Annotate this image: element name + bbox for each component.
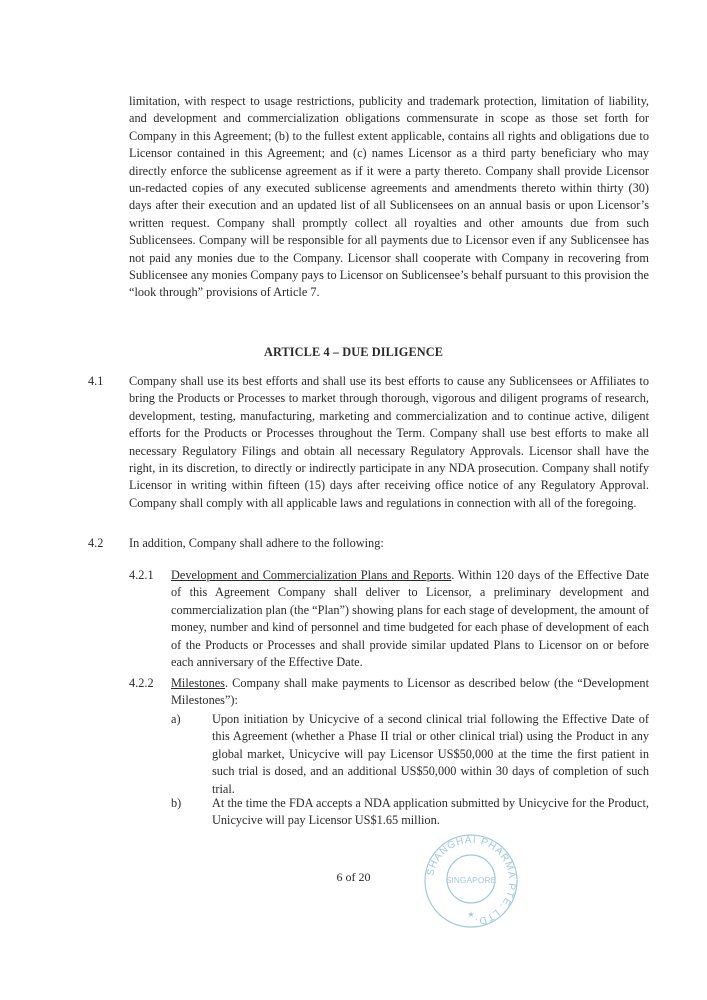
- section-4-1-text: Company shall use its best efforts and shall use its best efforts to cause any Sublicensees or Affiliates to bring the Products or Processes to market through thorough, vigorous and diligent programs of research, development, testing, manufacturing, marketing and commercialization and to continue active, diligent efforts for the Products or Processes throughout the Term. Company shall use best efforts to make all necessary Regulatory Filings and obtain all necessary Regulatory Approvals. Licensor shall have the right, in its discretion, to directly or indirectly participate in any NDA prosecution. Company shall notify Licensor in writing within fifteen (15) days after receiving office notice of any Regulatory Approval. Company shall comply with all applicable laws and regulations in connection with all of the foregoing.: [129, 374, 649, 510]
- section-4-2-2: [171, 675, 649, 710]
- stamp-star-icon: ★: [467, 910, 475, 919]
- company-seal-stamp: [423, 833, 519, 929]
- page-number: 6 of 20: [336, 870, 371, 884]
- section-4-2-1-title: Development and Commercialization Plans and Reports: [171, 568, 452, 582]
- section-4-2-2-text: . Company shall make payments to Licensor as described below (the “Development Milestones”):: [171, 676, 649, 708]
- section-number-4-2-1: 4.2.1: [129, 568, 154, 582]
- milestone-a-label: a): [171, 712, 181, 726]
- stamp-center-text: SINGAPORE: [445, 875, 497, 885]
- milestone-a-text: Upon initiation by Unicycive of a second clinical trial following the Effective Date of this Agreement (whether a Phase II trial or other clinical trial) using the Product in any global market, Unicycive will pay Licensor US$50,000 at the time the first patient in such trial is dosed, and an additional US$50,000 within 30 days of completion of such trial.: [212, 712, 649, 796]
- section-4-2-1: [171, 567, 649, 671]
- intro-paragraph: limitation, with respect to usage restrictions, publicity and trademark protection, limitation of liability, and development and commercialization obligations commensurate in scope as those set forth for Company in this Agreement; (b) to the fullest extent applicable, contains all rights and obligations due to Licensor contained in this Agreement; and (c) names Licensor as a third party beneficiary who may directly enforce the sublicense agreement as if it were a party thereto. Company shall provide Licensor un-redacted copies of any executed sublicense agreements and amendments thereto within thirty (30) days after their execution and an updated list of all Sublicensees on an annual basis or upon Licensor’s written request. Company shall promptly collect all royalties and other amounts due from such Sublicensees. Company will be responsible for all payments due to Licensor even if any Sublicensee has not paid any monies due to the Company. Licensor shall cooperate with Company in recovering from Sublicensee any monies Company pays to Licensor on Sublicensee’s behalf pursuant to this provision the “look through” provisions of Article 7.: [129, 94, 649, 300]
- milestone-b-label: b): [171, 796, 182, 810]
- section-number-4-2-2: 4.2.2: [129, 676, 154, 690]
- section-4-2-2-title: Milestones: [171, 676, 225, 690]
- section-4-2-text: In addition, Company shall adhere to the following:: [129, 536, 384, 550]
- section-number-4-2: 4.2: [88, 536, 104, 550]
- stamp-outer-text-path: SHANGHAI PHARMA PTE. LTD.: [425, 834, 518, 927]
- section-number-4-1: 4.1: [88, 374, 104, 388]
- milestone-b-text: At the time the FDA accepts a NDA application submitted by Unicycive for the Product, Unicycive will pay Licensor US$1.65 million.: [212, 796, 649, 828]
- section-4-2-1-text: . Within 120 days of the Effective Date of this Agreement Company shall deliver to Licensor, a preliminary development and commercialization plan (the “Plan”) showing plans for each stage of development, the amount of money, number and kind of personnel and time budgeted for each phase of development of each of the Products or Processes and shall provide similar updated Plans to Licensor on or before each anniversary of the Effective Date.: [171, 568, 649, 670]
- article-heading: ARTICLE 4 – DUE DILIGENCE: [263, 345, 444, 359]
